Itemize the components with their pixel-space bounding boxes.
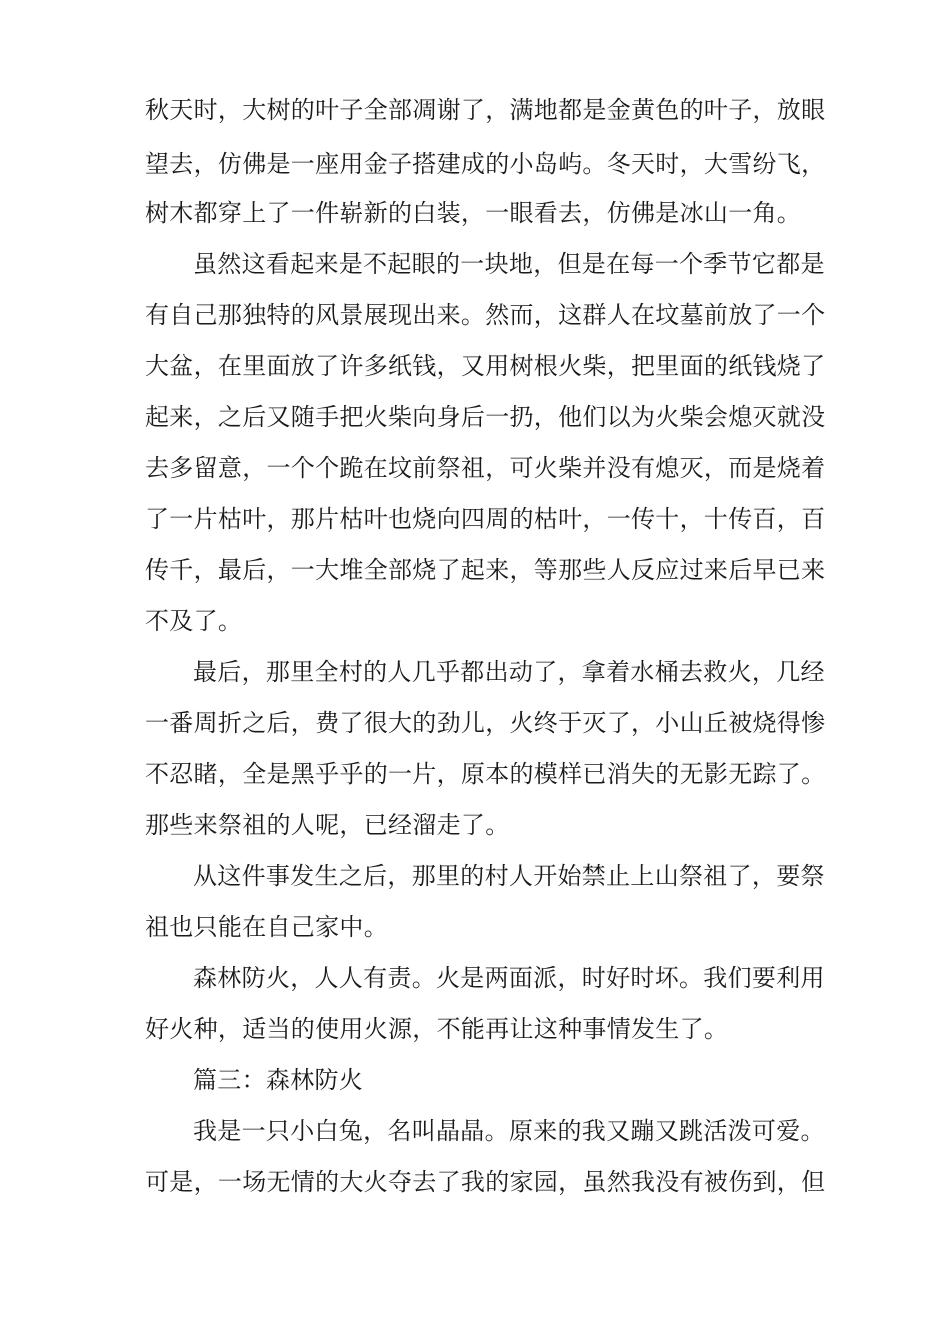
text-line: 好火种，适当的使用火源，不能再让这种事情发生了。 [145,1015,729,1043]
text-line: 祖也只能在自己家中。 [145,913,388,941]
text-line: 不忍睹，全是黑乎乎的一片，原本的模样已消失的无影无踪了。 [145,760,826,788]
text-line: 可是，一场无情的大火夺去了我的家园，虽然我没有被伤到，但 [145,1168,826,1196]
text-line: 了一片枯叶，那片枯叶也烧向四周的枯叶，一传十，十传百，百 [145,505,826,533]
text-line: 秋天时，大树的叶子全部凋谢了，满地都是金黄色的叶子，放眼 [145,96,826,124]
paragraph-first-line: 我是一只小白兔，名叫晶晶。原来的我又蹦又跳活泼可爱。 [193,1117,825,1145]
paragraph-first-line: 森林防火，人人有责。火是两面派，时好时坏。我们要利用 [193,964,825,992]
text-line: 起来，之后又随手把火柴向身后一扔，他们以为火柴会熄灭就没 [145,403,826,431]
text-line: 去多留意，一个个跪在坟前祭祖，可火柴并没有熄灭，而是烧着 [145,454,826,482]
text-line: 树木都穿上了一件崭新的白装，一眼看去，仿佛是冰山一角。 [145,199,802,227]
paragraph-first-line: 虽然这看起来是不起眼的一块地，但是在每一个季节它都是 [193,250,825,278]
text-line: 大盆，在里面放了许多纸钱，又用树根火柴，把里面的纸钱烧了 [145,352,826,380]
text-line: 有自己那独特的风景展现出来。然而，这群人在坟墓前放了一个 [145,301,826,329]
text-line: 一番周折之后，费了很大的劲儿，火终于灭了，小山丘被烧得惨 [145,709,826,737]
paragraph-first-line: 最后，那里全村的人几乎都出动了，拿着水桶去救火，几经 [193,658,825,686]
text-line: 望去，仿佛是一座用金子搭建成的小岛屿。冬天时，大雪纷飞， [145,150,826,178]
text-line: 不及了。 [145,607,243,635]
text-line: 传千，最后，一大堆全部烧了起来，等那些人反应过来后早已来 [145,556,826,584]
text-line: 那些来祭祖的人呢，已经溜走了。 [145,811,510,839]
section-heading: 篇三：森林防火 [193,1066,364,1094]
paragraph-first-line: 从这件事发生之后，那里的村人开始禁止上山祭祖了，要祭 [193,862,825,890]
